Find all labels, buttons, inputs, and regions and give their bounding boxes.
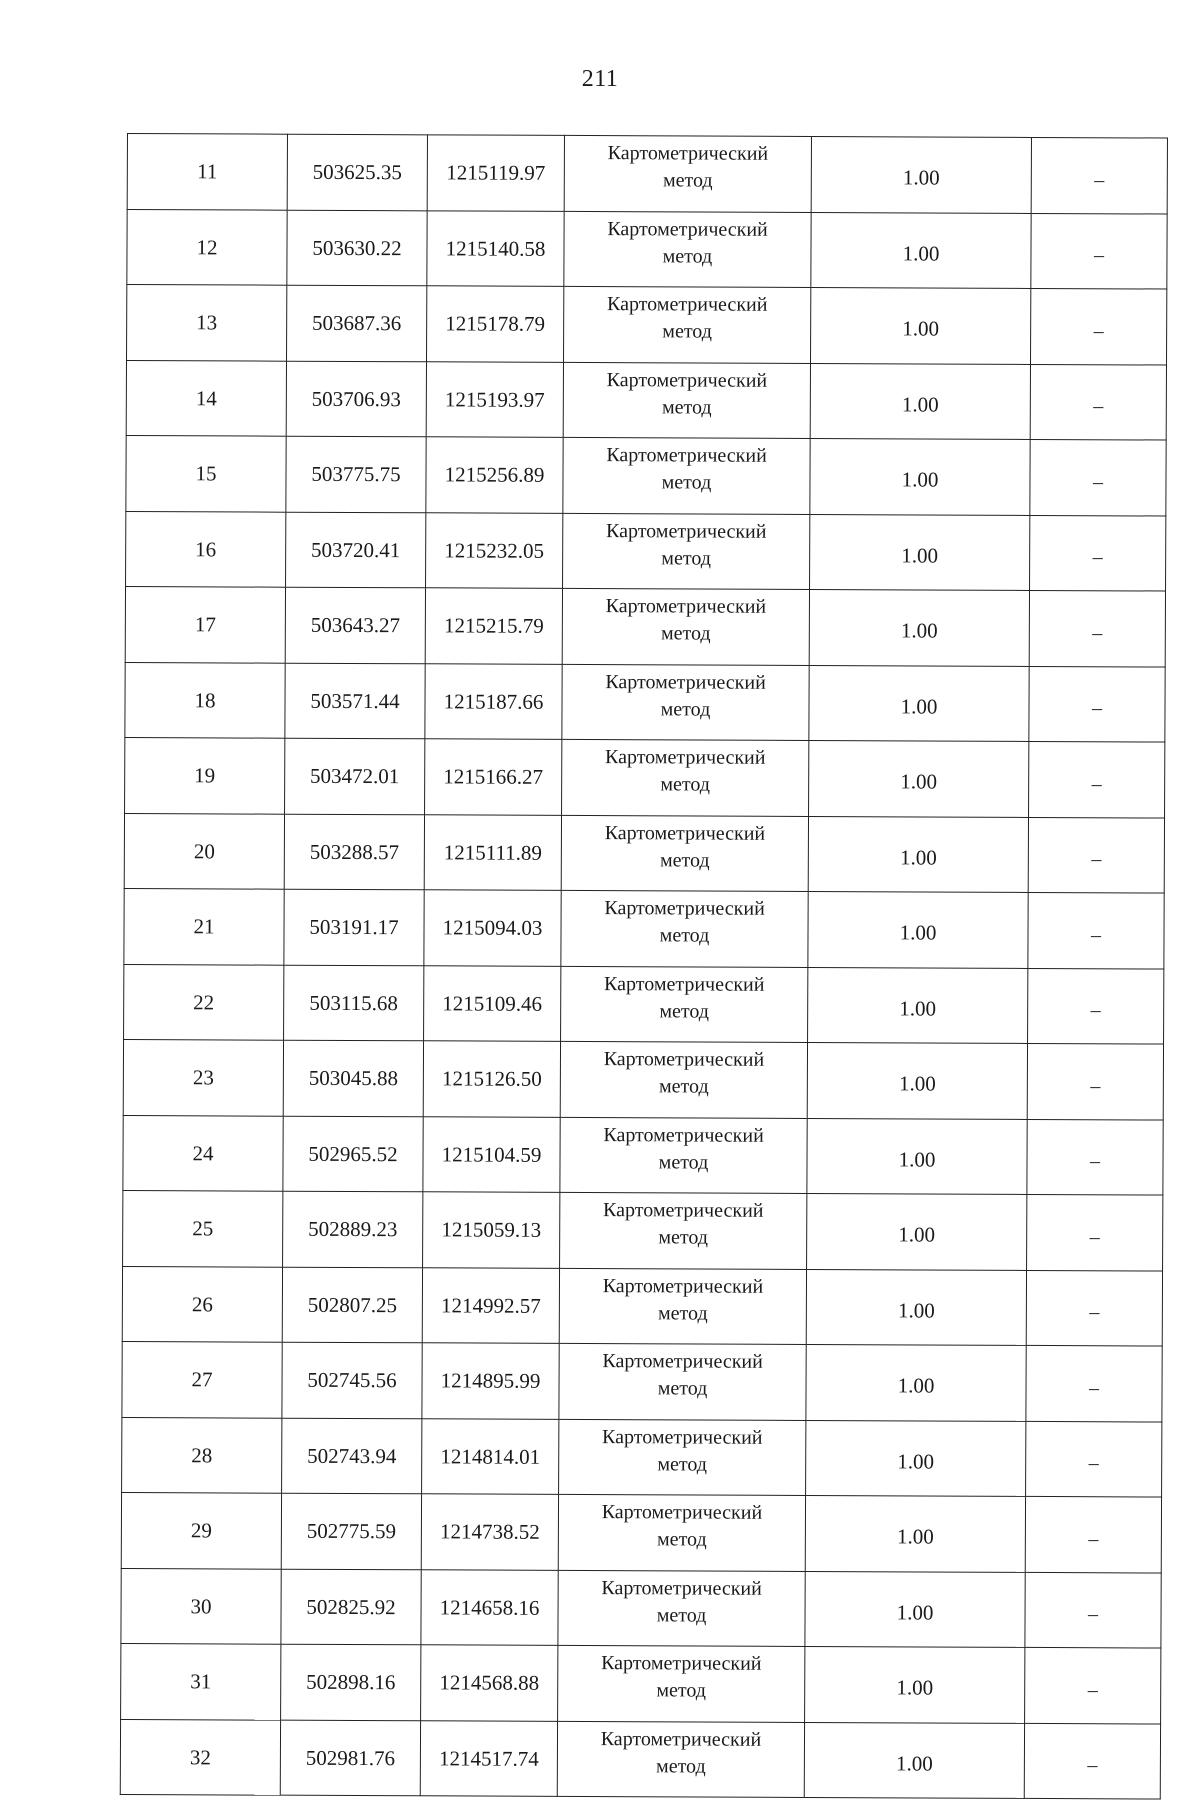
y-coordinate-cell: 1215126.50	[423, 1041, 560, 1117]
method-cell	[561, 966, 808, 1043]
method-line-2: метод	[657, 1377, 708, 1400]
x-coordinate-cell: 503571.44	[285, 663, 425, 739]
point-number-cell: 20	[124, 813, 284, 889]
point-number-cell: 32	[120, 1719, 280, 1795]
point-number-cell: 17	[125, 586, 285, 662]
point-number-cell: 31	[121, 1643, 281, 1719]
accuracy-cell: 1.00	[807, 1118, 1027, 1194]
method-line-2: метод	[659, 924, 710, 947]
method-line-2: метод	[657, 1301, 708, 1325]
method-cell	[558, 1645, 805, 1722]
table-row	[124, 964, 1164, 1044]
y-coordinate-cell: 1214658.16	[421, 1569, 558, 1645]
accuracy-cell: 1.00	[809, 589, 1029, 665]
y-coordinate-cell: 1215187.66	[425, 663, 562, 739]
method-line-2: метод	[662, 169, 713, 192]
method-cell	[559, 1343, 806, 1420]
dash-cell: –	[1025, 1572, 1161, 1648]
y-coordinate-cell: 1215119.97	[427, 135, 564, 211]
method-line-1: Картометрический	[606, 293, 768, 316]
dash-cell: –	[1026, 1345, 1162, 1421]
point-number-cell: 28	[122, 1417, 282, 1493]
method-line-2: метод	[662, 244, 713, 268]
method-line-1: Картометрический	[603, 1123, 764, 1147]
table-row	[126, 360, 1166, 440]
y-coordinate-cell: 1215059.13	[423, 1192, 560, 1268]
method-cell	[560, 1117, 807, 1194]
method-cell	[563, 513, 810, 590]
x-coordinate-cell: 502965.52	[283, 1116, 423, 1192]
method-cell	[560, 1192, 807, 1269]
method-line-2: метод	[661, 395, 712, 419]
method-line-1: Картометрический	[603, 1048, 765, 1071]
table-row	[125, 662, 1165, 742]
dash-cell: –	[1026, 1421, 1162, 1497]
method-cell	[558, 1570, 805, 1647]
accuracy-cell: 1.00	[807, 1042, 1027, 1118]
point-number-cell: 27	[122, 1341, 282, 1417]
accuracy-cell: 1.00	[806, 1420, 1026, 1496]
method-line-1: Картометрический	[607, 142, 769, 165]
coordinates-table-body	[120, 134, 1167, 1800]
y-coordinate-cell: 1215111.89	[424, 814, 561, 890]
method-line-1: Картометрический	[602, 1350, 763, 1373]
method-cell	[562, 588, 809, 665]
x-coordinate-cell: 503775.75	[286, 436, 426, 512]
method-line-2: метод	[660, 697, 711, 721]
accuracy-cell: 1.00	[805, 1571, 1025, 1647]
accuracy-cell: 1.00	[806, 1269, 1026, 1345]
point-number-cell: 23	[123, 1039, 283, 1115]
method-cell	[563, 437, 810, 514]
y-coordinate-cell: 1214738.52	[421, 1494, 558, 1570]
x-coordinate-cell: 502898.16	[281, 1644, 421, 1720]
dash-cell: –	[1031, 213, 1167, 289]
x-coordinate-cell: 502745.56	[282, 1342, 422, 1418]
table-row	[127, 285, 1167, 365]
point-number-cell: 18	[125, 662, 285, 738]
method-line-1: Картометрический	[603, 1199, 764, 1222]
method-cell	[561, 890, 808, 967]
accuracy-cell: 1.00	[811, 212, 1031, 288]
accuracy-cell: 1.00	[808, 967, 1028, 1043]
dash-cell: –	[1031, 288, 1167, 364]
method-line-1: Картометрический	[605, 670, 766, 694]
method-cell	[562, 664, 809, 741]
point-number-cell: 13	[127, 285, 287, 361]
method-line-2: метод	[661, 471, 712, 494]
dash-cell: –	[1029, 741, 1165, 817]
method-line-2: метод	[656, 1603, 707, 1627]
y-coordinate-cell: 1215256.89	[426, 437, 563, 513]
x-coordinate-cell: 503630.22	[287, 210, 427, 286]
table-row	[121, 1492, 1161, 1572]
y-coordinate-cell: 1214992.57	[422, 1267, 559, 1343]
x-coordinate-cell: 502743.94	[282, 1418, 422, 1494]
accuracy-cell: 1.00	[810, 363, 1030, 439]
dash-cell: –	[1025, 1647, 1161, 1723]
dash-cell: –	[1027, 1119, 1163, 1195]
table-row	[127, 209, 1167, 289]
y-coordinate-cell: 1215178.79	[427, 286, 564, 362]
y-coordinate-cell: 1214517.74	[420, 1720, 557, 1796]
x-coordinate-cell: 503720.41	[286, 512, 426, 588]
x-coordinate-cell: 502807.25	[282, 1267, 422, 1343]
table-row	[123, 1039, 1163, 1119]
dash-cell: –	[1031, 137, 1167, 213]
method-line-2: метод	[656, 1679, 707, 1702]
y-coordinate-cell: 1215109.46	[424, 965, 561, 1041]
method-cell	[559, 1419, 806, 1496]
method-line-1: Картометрический	[601, 1501, 763, 1524]
accuracy-cell: 1.00	[811, 136, 1031, 212]
accuracy-cell: 1.00	[810, 438, 1030, 514]
accuracy-cell: 1.00	[811, 287, 1031, 363]
point-number-cell: 30	[121, 1568, 281, 1644]
method-line-1: Картометрический	[605, 519, 767, 543]
dash-cell: –	[1029, 590, 1165, 666]
dash-cell: –	[1026, 1270, 1162, 1346]
point-number-cell: 24	[123, 1115, 283, 1191]
point-number-cell: 21	[124, 888, 284, 964]
method-cell	[563, 362, 810, 439]
table-row	[124, 888, 1164, 968]
y-coordinate-cell: 1214814.01	[422, 1418, 559, 1494]
method-line-1: Картометрический	[604, 972, 765, 996]
y-coordinate-cell: 1215193.97	[426, 361, 563, 437]
dash-cell: –	[1025, 1496, 1161, 1572]
x-coordinate-cell: 503045.88	[283, 1040, 423, 1116]
accuracy-cell: 1.00	[807, 1193, 1027, 1269]
accuracy-cell: 1.00	[805, 1495, 1025, 1571]
table-row	[123, 1115, 1163, 1195]
coordinates-table	[120, 133, 1168, 1800]
accuracy-cell: 1.00	[810, 514, 1030, 590]
method-line-1: Картометрический	[601, 1652, 762, 1675]
x-coordinate-cell: 502825.92	[281, 1569, 421, 1645]
dash-cell: –	[1028, 817, 1164, 893]
table-row	[126, 511, 1166, 591]
method-line-2: метод	[659, 848, 710, 872]
dash-cell: –	[1024, 1723, 1160, 1799]
dash-cell: –	[1028, 968, 1164, 1044]
method-cell	[564, 286, 811, 363]
x-coordinate-cell: 503115.68	[284, 965, 424, 1041]
method-line-1: Картометрический	[602, 1425, 763, 1449]
y-coordinate-cell: 1215215.79	[425, 588, 562, 664]
accuracy-cell: 1.00	[808, 816, 1028, 892]
x-coordinate-cell: 503625.35	[287, 134, 427, 210]
dash-cell: –	[1027, 1043, 1163, 1119]
method-line-2: метод	[657, 1452, 708, 1476]
method-line-1: Картометрический	[602, 1274, 764, 1298]
y-coordinate-cell: 1215140.58	[427, 210, 564, 286]
y-coordinate-cell: 1214895.99	[422, 1343, 559, 1419]
method-line-1: Картометрический	[604, 746, 766, 769]
method-line-1: Картометрический	[606, 368, 768, 392]
method-cell	[564, 211, 811, 288]
accuracy-cell: 1.00	[805, 1646, 1025, 1722]
method-cell	[561, 815, 808, 892]
method-line-2: метод	[661, 546, 711, 570]
point-number-cell: 16	[126, 511, 286, 587]
accuracy-cell: 1.00	[809, 740, 1029, 816]
table-row	[122, 1341, 1162, 1421]
method-line-1: Картометрический	[601, 1576, 762, 1600]
point-number-cell: 14	[126, 360, 286, 436]
table-row	[122, 1417, 1162, 1497]
point-number-cell: 29	[121, 1492, 281, 1568]
method-line-1: Картометрический	[607, 217, 768, 241]
dash-cell: –	[1030, 364, 1166, 440]
method-cell	[559, 1268, 806, 1345]
dash-cell: –	[1030, 515, 1166, 591]
method-line-2: метод	[659, 999, 710, 1023]
table-row	[126, 435, 1166, 515]
method-line-2: метод	[660, 622, 711, 645]
method-line-1: Картометрический	[604, 821, 766, 845]
dash-cell: –	[1030, 439, 1166, 515]
point-number-cell: 15	[126, 435, 286, 511]
point-number-cell: 25	[123, 1190, 283, 1266]
x-coordinate-cell: 502775.59	[281, 1493, 421, 1569]
method-line-2: метод	[658, 1075, 709, 1098]
method-line-1: Картометрический	[604, 897, 765, 920]
method-line-2: метод	[658, 1150, 709, 1174]
y-coordinate-cell: 1215232.05	[426, 512, 563, 588]
table-row	[120, 1719, 1160, 1799]
page-number: 211	[581, 66, 619, 92]
method-cell	[564, 135, 811, 212]
method-line-2: метод	[662, 320, 712, 343]
accuracy-cell: 1.00	[809, 665, 1029, 741]
method-line-2: метод	[658, 1226, 709, 1249]
method-line-2: метод	[656, 1754, 706, 1778]
method-line-2: метод	[657, 1528, 707, 1551]
accuracy-cell: 1.00	[806, 1344, 1026, 1420]
table-row	[127, 134, 1167, 214]
point-number-cell: 22	[124, 964, 284, 1040]
method-line-1: Картометрический	[606, 444, 767, 467]
method-line-1: Картометрический	[605, 595, 767, 618]
point-number-cell: 19	[125, 737, 285, 813]
point-number-cell: 11	[127, 134, 287, 210]
method-cell	[558, 1494, 805, 1571]
table-row	[123, 1190, 1163, 1270]
accuracy-cell: 1.00	[804, 1722, 1024, 1798]
x-coordinate-cell: 502889.23	[283, 1191, 423, 1267]
dash-cell: –	[1029, 666, 1165, 742]
x-coordinate-cell: 503472.01	[285, 738, 425, 814]
point-number-cell: 26	[122, 1266, 282, 1342]
x-coordinate-cell: 502981.76	[280, 1720, 420, 1796]
x-coordinate-cell: 503191.17	[284, 889, 424, 965]
table-row	[125, 586, 1165, 666]
method-cell	[562, 739, 809, 816]
x-coordinate-cell: 503687.36	[287, 285, 427, 361]
x-coordinate-cell: 503706.93	[286, 361, 426, 437]
y-coordinate-cell: 1215094.03	[424, 890, 561, 966]
method-cell	[557, 1721, 804, 1798]
x-coordinate-cell: 503643.27	[285, 587, 425, 663]
dash-cell: –	[1028, 892, 1164, 968]
y-coordinate-cell: 1215104.59	[423, 1116, 560, 1192]
method-line-1: Картометрический	[600, 1727, 762, 1751]
x-coordinate-cell: 503288.57	[284, 814, 424, 890]
dash-cell: –	[1027, 1194, 1163, 1270]
table-row	[121, 1568, 1161, 1648]
point-number-cell: 12	[127, 209, 287, 285]
y-coordinate-cell: 1214568.88	[421, 1645, 558, 1721]
table-row	[122, 1266, 1162, 1346]
y-coordinate-cell: 1215166.27	[425, 739, 562, 815]
method-line-2: метод	[660, 773, 711, 796]
method-cell	[560, 1041, 807, 1118]
table-row	[121, 1643, 1161, 1723]
table-row	[125, 737, 1165, 817]
accuracy-cell: 1.00	[808, 891, 1028, 967]
table-row	[124, 813, 1164, 893]
